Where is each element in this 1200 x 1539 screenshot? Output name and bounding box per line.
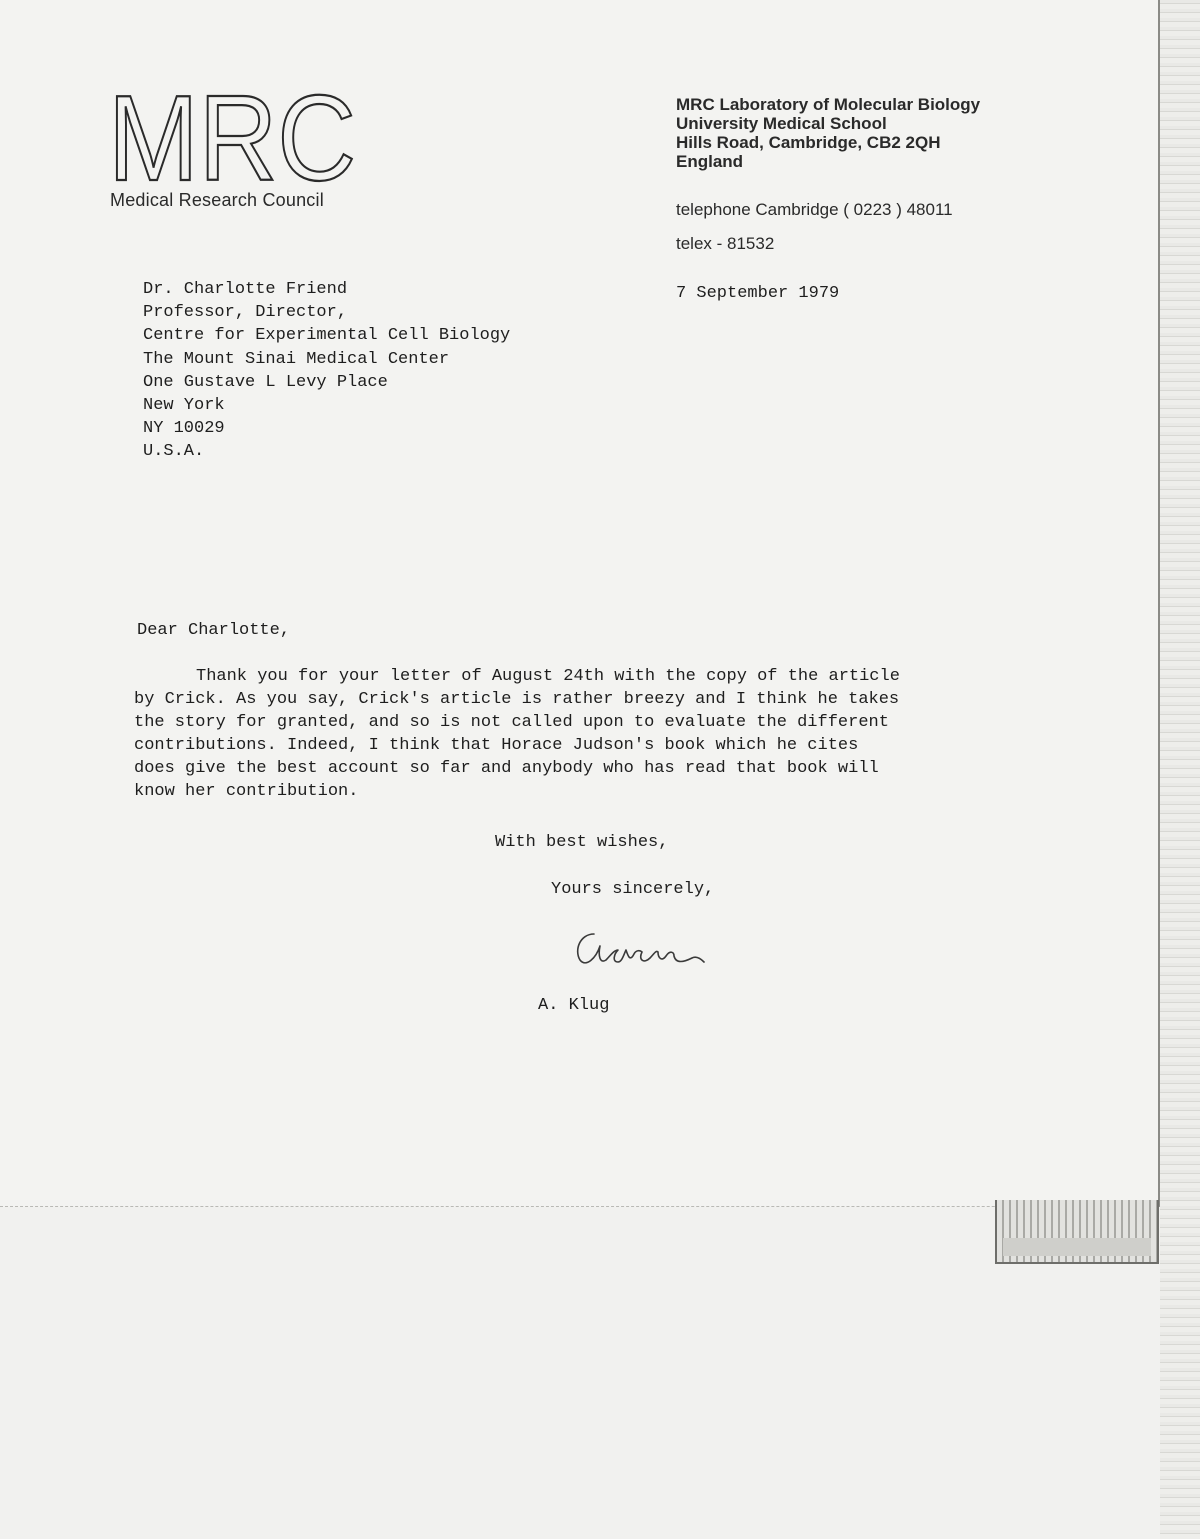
recipient-line: NY 10029 (143, 419, 225, 439)
closing: With best wishes, (495, 833, 669, 852)
recipient-line: Dr. Charlotte Friend (143, 280, 348, 299)
svg-text:MRC: MRC (108, 88, 356, 188)
handwritten-signature (570, 920, 710, 976)
scan-edge (1160, 0, 1200, 1539)
address-line: England (676, 152, 744, 171)
signer-name: A. Klug (538, 996, 610, 1015)
body-line: Thank you for your letter of August 24th with the copy of the article (196, 667, 900, 686)
telex: telex - 81532 (676, 234, 775, 253)
letter-date: 7 September 1979 (676, 284, 840, 303)
telephone: telephone Cambridge ( 0223 ) 48011 (676, 200, 953, 219)
address-line: MRC Laboratory of Molecular Biology (676, 95, 981, 114)
recipient-line: One Gustave L Levy Place (143, 372, 388, 392)
letter-body (134, 665, 1034, 803)
recipient-address (143, 278, 510, 464)
body-line: the story for granted, and so is not called upon to evaluate the different (134, 713, 889, 732)
salutation: Dear Charlotte, (137, 621, 291, 640)
recipient-line: U.S.A. (143, 442, 205, 462)
lab-address (676, 95, 980, 171)
organization-name: Medical Research Council (110, 190, 324, 210)
address-line: Hills Road, Cambridge, CB2 2QH (676, 133, 941, 152)
recipient-line: The Mount Sinai Medical Center (143, 349, 450, 369)
body-line: know her contribution. (134, 782, 359, 801)
recipient-line: Centre for Experimental Cell Biology (143, 326, 511, 346)
binder-clip (995, 1200, 1159, 1264)
body-line: does give the best account so far and anybody who has read that book will (134, 759, 879, 778)
mrc-logo (108, 88, 358, 188)
body-line: contributions. Indeed, I think that Horace Judson's book which he cites (134, 736, 859, 755)
recipient-line: New York (143, 396, 225, 416)
recipient-line: Professor, Director, (143, 303, 348, 323)
sign-off: Yours sincerely, (551, 880, 715, 899)
address-line: University Medical School (676, 114, 887, 133)
body-line: by Crick. As you say, Crick's article is rather breezy and I think he takes (134, 690, 900, 709)
